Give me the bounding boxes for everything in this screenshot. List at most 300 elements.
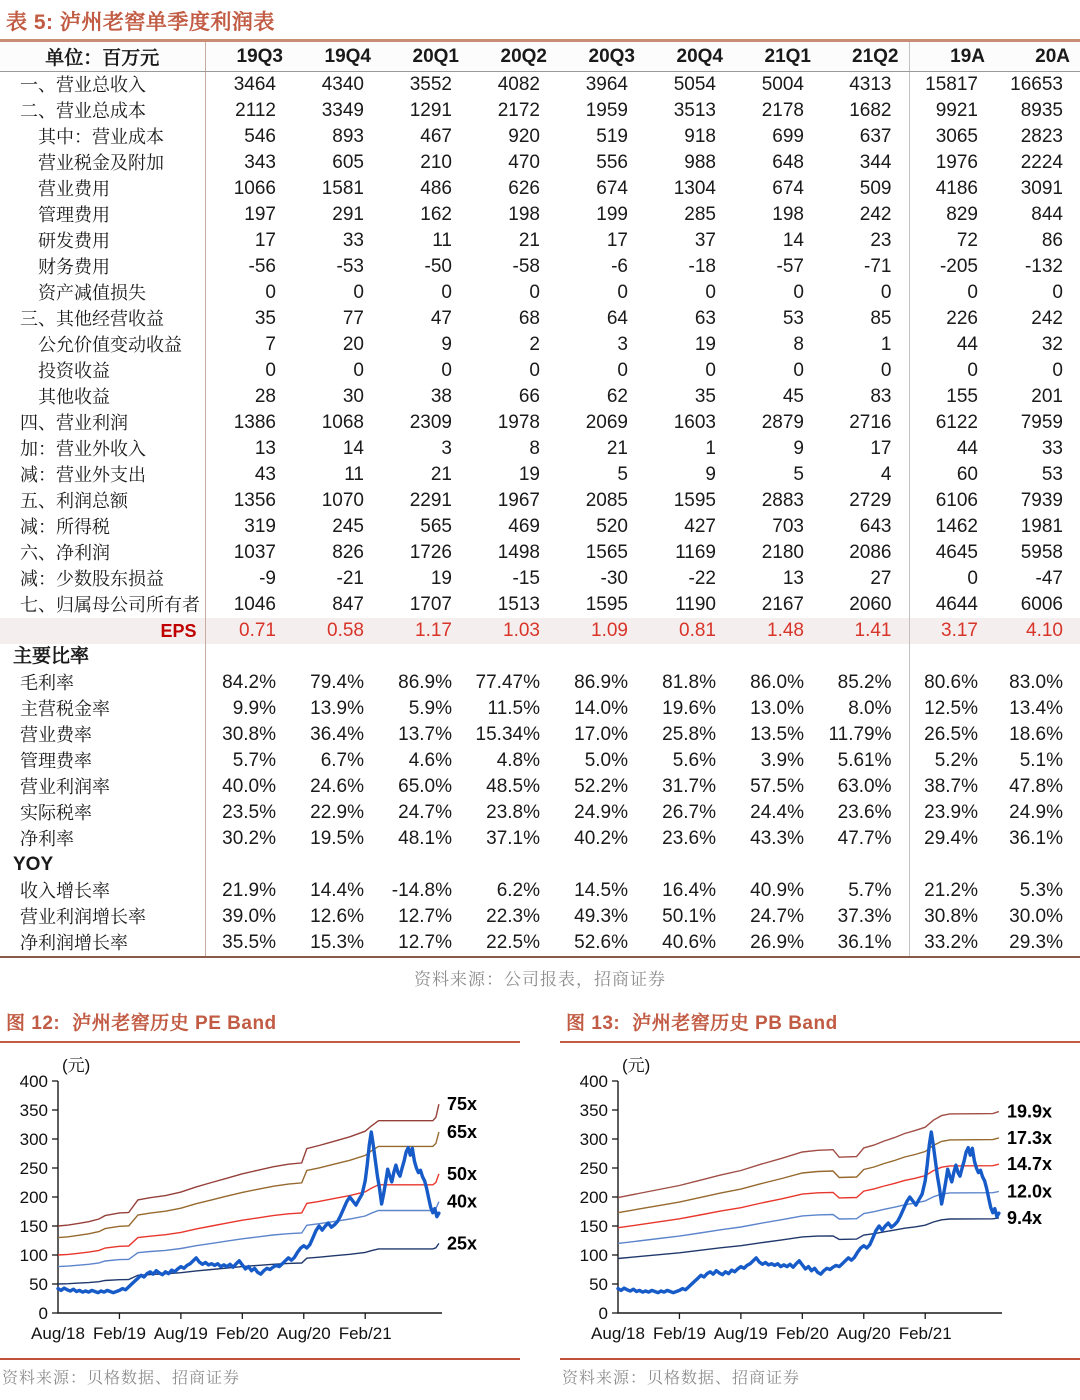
cell — [293, 852, 381, 878]
cell: 12.7% — [381, 930, 469, 957]
cell: 0 — [705, 360, 716, 381]
cell: 155 — [909, 384, 995, 410]
cell: 197 — [205, 202, 293, 228]
band-label: 25x — [447, 1233, 478, 1254]
fig-label: 图 13: — [566, 1013, 621, 1034]
band-line-19.9x — [618, 1112, 999, 1198]
cell: 6.2% — [496, 880, 540, 901]
cell: 0 — [909, 358, 995, 384]
cell: 47.7% — [837, 828, 892, 849]
cell: 19.6% — [662, 698, 716, 719]
x-tick-label: Feb/20 — [215, 1324, 269, 1343]
y-axis-unit: (元) — [62, 1056, 91, 1075]
cell: 5 — [793, 464, 804, 485]
cell: 37.3% — [837, 906, 892, 927]
cell: 52.2% — [574, 776, 628, 797]
table-row — [0, 514, 1080, 540]
cell: 5054 — [673, 74, 716, 95]
cell: 11 — [432, 230, 452, 251]
cell: 1595 — [585, 594, 628, 615]
cell: 44 — [909, 332, 995, 358]
cell — [293, 644, 381, 670]
cell: 2224 — [1020, 152, 1063, 173]
band-label: 50x — [447, 1163, 478, 1184]
cell: 43.3% — [750, 828, 804, 849]
cell: 30.0% — [1009, 906, 1063, 927]
cell: 52.6% — [557, 930, 645, 957]
cell: 14.4% — [310, 880, 364, 901]
cell: 556 — [596, 152, 628, 173]
cell: 1291 — [409, 100, 452, 121]
cell: 7 — [205, 332, 293, 358]
charts-row — [0, 1000, 1080, 1392]
y-tick-label: 200 — [19, 1188, 48, 1207]
column-header: 21Q1 — [733, 41, 821, 72]
cell: 343 — [205, 150, 293, 176]
x-tick-label: Aug/19 — [153, 1324, 208, 1343]
cell: 2879 — [761, 412, 804, 433]
row-label: 营业费率 — [20, 725, 92, 745]
pe-band-source: 资料来源：贝格数据、招商证券 — [0, 1358, 520, 1392]
cell: 826 — [332, 542, 364, 563]
cell — [909, 852, 995, 878]
cell: 35 — [205, 306, 293, 332]
cell — [469, 852, 557, 878]
cell: 198 — [772, 204, 804, 225]
row-label: 其中：营业成本 — [38, 127, 164, 147]
cell — [557, 852, 645, 878]
cell: 26.7% — [662, 802, 716, 823]
cell: 38.7% — [909, 774, 995, 800]
cell: 643 — [859, 516, 892, 537]
row-label: 营业利润率 — [20, 777, 110, 797]
table-row — [0, 254, 1080, 280]
y-tick-label: 300 — [19, 1130, 48, 1149]
cell: 48.5% — [486, 776, 540, 797]
cell: 48.1% — [398, 828, 452, 849]
cell: 85.2% — [837, 672, 892, 693]
cell: 199 — [596, 204, 628, 225]
cell: -205 — [909, 254, 995, 280]
cell: 47.8% — [1009, 776, 1063, 797]
cell: 80.6% — [909, 670, 995, 696]
cell: 22.9% — [310, 802, 364, 823]
cell: 21.9% — [205, 878, 293, 904]
row-label: 投资收益 — [38, 361, 110, 381]
cell: 31.7% — [662, 776, 716, 797]
column-header: 19Q4 — [293, 41, 381, 72]
cell: 1.17 — [381, 618, 469, 644]
band-label: 40x — [447, 1191, 478, 1212]
cell: 25.8% — [662, 724, 716, 745]
cell: 27 — [870, 568, 892, 589]
cell: 86.0% — [750, 672, 804, 693]
cell: 8 — [793, 334, 804, 355]
row-label: 其他收益 — [38, 387, 110, 407]
cell: 0 — [617, 282, 628, 303]
table-header-row — [0, 41, 1080, 72]
cell: -6 — [611, 256, 628, 277]
pb-band-panel — [560, 1004, 1080, 1392]
cell: 33 — [1041, 438, 1063, 459]
y-tick-label: 250 — [579, 1159, 608, 1178]
cell: 83.0% — [1009, 672, 1063, 693]
x-tick-label: Aug/20 — [276, 1324, 331, 1343]
fig-title-text: 泸州老窖历史 PB Band — [632, 1013, 838, 1034]
cell — [381, 644, 469, 670]
cell: -58 — [512, 256, 540, 277]
band-line-40x — [58, 1202, 439, 1267]
cell: 22.3% — [486, 906, 540, 927]
cell: 13.9% — [310, 698, 364, 719]
band-line-25x — [58, 1243, 439, 1284]
cell: 0 — [441, 282, 452, 303]
cell: 3.9% — [760, 750, 804, 771]
cell: 14 — [782, 230, 804, 251]
cell: 291 — [332, 204, 364, 225]
column-header: 20Q4 — [645, 41, 733, 72]
cell: 17 — [205, 228, 293, 254]
y-tick-label: 100 — [579, 1246, 608, 1265]
row-label: 资产减值损失 — [38, 283, 146, 303]
cell: 17 — [870, 438, 892, 459]
cell: 0 — [705, 282, 716, 303]
cell: 7939 — [1020, 490, 1063, 511]
cell: 13.7% — [398, 724, 452, 745]
table-title: 表 5: 泸州老窖单季度利润表 — [6, 11, 275, 34]
cell: 8935 — [1020, 100, 1063, 121]
column-header: 19Q3 — [205, 41, 293, 72]
cell: 77.47% — [475, 672, 540, 693]
row-label: 主要比率 — [13, 646, 90, 667]
cell: 242 — [1031, 308, 1063, 329]
table-row — [0, 410, 1080, 436]
cell: 5004 — [761, 74, 804, 95]
cell: 0 — [529, 282, 540, 303]
row-label: 公允价值变动收益 — [38, 335, 182, 355]
cell: 1981 — [1020, 516, 1063, 537]
cell: 1066 — [205, 176, 293, 202]
cell: 15817 — [909, 72, 995, 99]
cell: 0 — [909, 280, 995, 306]
cell: 3 — [441, 438, 452, 459]
x-tick-label: Feb/21 — [898, 1324, 952, 1343]
cell: 648 — [772, 152, 804, 173]
cell: 19 — [694, 334, 716, 355]
cell: 4313 — [849, 74, 892, 95]
cell: 6006 — [1020, 594, 1063, 615]
cell: 1.41 — [821, 618, 909, 644]
row-label: 营业利润增长率 — [20, 907, 146, 927]
cell: 26.5% — [909, 722, 995, 748]
cell: -15 — [512, 568, 540, 589]
cell: 546 — [205, 124, 293, 150]
cell — [733, 644, 821, 670]
x-tick-label: Aug/18 — [591, 1324, 645, 1343]
cell: 81.8% — [662, 672, 716, 693]
cell: 1304 — [673, 178, 716, 199]
y-tick-label: 150 — [19, 1217, 48, 1236]
pb-band-title — [560, 1004, 1080, 1041]
cell: 77 — [342, 308, 364, 329]
cell: 5.9% — [408, 698, 452, 719]
x-tick-label: Feb/19 — [652, 1324, 706, 1343]
cell: 0.71 — [205, 618, 293, 644]
band-label: 19.9x — [1007, 1101, 1053, 1122]
cell: 0 — [793, 282, 804, 303]
cell: 319 — [205, 514, 293, 540]
cell: 11.5% — [487, 698, 540, 719]
cell: 63.0% — [837, 776, 892, 797]
cell: 21 — [606, 438, 628, 459]
cell: 0 — [1052, 282, 1063, 303]
cell: 519 — [596, 126, 628, 147]
cell: 17.0% — [574, 724, 628, 745]
cell — [645, 852, 733, 878]
cell: 40.0% — [205, 774, 293, 800]
table-row — [0, 748, 1080, 774]
cell: 1682 — [849, 100, 892, 121]
cell: -50 — [424, 256, 452, 277]
y-axis-unit: (元) — [622, 1056, 651, 1075]
cell: 470 — [508, 152, 540, 173]
cell: 36.1% — [821, 930, 909, 957]
table-row — [0, 540, 1080, 566]
cell: -21 — [336, 568, 364, 589]
pe-band-panel — [0, 1004, 520, 1392]
cell: 6.7% — [320, 750, 364, 771]
band-label: 65x — [447, 1122, 478, 1143]
cell: 1513 — [497, 594, 540, 615]
cell: 32 — [1041, 334, 1063, 355]
cell: 14.5% — [574, 880, 628, 901]
cell: 469 — [508, 516, 540, 537]
pb-band-svg — [560, 1051, 1080, 1351]
cell: 7959 — [1020, 412, 1063, 433]
cell: 13 — [205, 436, 293, 462]
cell: 23.6% — [662, 828, 716, 849]
cell: 24.4% — [750, 802, 804, 823]
cell: 4645 — [909, 540, 995, 566]
cell: 9 — [793, 438, 804, 459]
cell: -71 — [864, 256, 892, 277]
cell: 1169 — [675, 542, 716, 563]
cell: 44 — [909, 436, 995, 462]
cell: 0 — [353, 360, 364, 381]
cell — [205, 852, 293, 878]
table-row — [0, 644, 1080, 670]
table-source: 资料来源：公司报表，招商证券 — [414, 970, 666, 989]
row-label: 减：所得税 — [20, 517, 110, 537]
cell: 0 — [880, 360, 892, 381]
unit-header: 单位：百万元 — [0, 41, 205, 72]
cell: 66 — [518, 386, 540, 407]
cell: 2167 — [761, 594, 804, 615]
cell: -22 — [688, 568, 716, 589]
cell: 21 — [430, 464, 452, 485]
cell: 57.5% — [750, 776, 804, 797]
cell: 5.2% — [909, 748, 995, 774]
cell: 5.0% — [584, 750, 628, 771]
band-label: 75x — [447, 1094, 478, 1115]
cell: -53 — [336, 256, 364, 277]
row-label: 减：营业外支出 — [20, 465, 146, 485]
table-row — [0, 72, 1080, 99]
cell: 33 — [342, 230, 364, 251]
cell: 11 — [344, 464, 364, 485]
cell: 3091 — [1020, 178, 1063, 199]
cell: 1.48 — [733, 618, 821, 644]
pe-band-chart — [0, 1043, 520, 1356]
table-row — [0, 280, 1080, 306]
cell: 16.4% — [662, 880, 716, 901]
cell: 847 — [332, 594, 364, 615]
cell — [995, 644, 1080, 670]
cell: 1978 — [497, 412, 540, 433]
cell: 23.5% — [205, 800, 293, 826]
cell: 920 — [508, 126, 540, 147]
cell: 20 — [342, 334, 364, 355]
cell: 37 — [694, 230, 716, 251]
row-label: 减：少数股东损益 — [20, 569, 164, 589]
quarterly-profit-table — [0, 39, 1080, 958]
cell: 40.9% — [750, 880, 804, 901]
cell: 918 — [684, 126, 716, 147]
cell: 9921 — [909, 98, 995, 124]
cell: 2060 — [849, 594, 892, 615]
cell: -18 — [688, 256, 716, 277]
table-row — [0, 332, 1080, 358]
cell: 5.7% — [205, 748, 293, 774]
cell: 86.9% — [574, 672, 628, 693]
cell: 1070 — [321, 490, 364, 511]
row-label: 管理费率 — [20, 751, 92, 771]
cell: 14.0% — [574, 698, 628, 719]
y-tick-label: 350 — [579, 1101, 608, 1120]
cell: 2291 — [409, 490, 452, 511]
x-tick-label: Aug/19 — [713, 1324, 768, 1343]
cell: 24.6% — [310, 776, 364, 797]
cell: 1046 — [205, 592, 293, 618]
column-header: 20Q1 — [381, 41, 469, 72]
band-label: 14.7x — [1007, 1154, 1053, 1175]
cell: 35 — [694, 386, 716, 407]
cell: 674 — [772, 178, 804, 199]
cell: 12.7% — [398, 906, 452, 927]
cell: 5.7% — [848, 880, 892, 901]
cell: 2716 — [849, 412, 892, 433]
cell: 162 — [420, 204, 452, 225]
row-label: 净利润增长率 — [0, 930, 205, 957]
x-tick-label: Aug/20 — [836, 1324, 891, 1343]
cell: 15.3% — [293, 930, 381, 957]
cell: 36.4% — [310, 724, 364, 745]
table-body — [0, 72, 1080, 958]
cell: 3065 — [909, 124, 995, 150]
cell — [381, 852, 469, 878]
cell: 844 — [1031, 204, 1063, 225]
cell: 210 — [420, 152, 452, 173]
cell: 344 — [859, 152, 892, 173]
cell: 19.5% — [310, 828, 364, 849]
cell: 637 — [859, 126, 892, 147]
cell: 242 — [859, 204, 892, 225]
cell: 703 — [772, 516, 804, 537]
cell: 226 — [909, 306, 995, 332]
x-tick-label: Aug/18 — [31, 1324, 85, 1343]
cell: 9 — [441, 334, 452, 355]
cell — [909, 644, 995, 670]
pe-band-title — [0, 1004, 520, 1041]
price-line — [58, 1132, 439, 1293]
column-header: 20Q2 — [469, 41, 557, 72]
cell: 626 — [508, 178, 540, 199]
cell: 3464 — [205, 72, 293, 99]
cell: 24.9% — [1009, 802, 1063, 823]
cell: 6122 — [909, 410, 995, 436]
cell: 0 — [441, 360, 452, 381]
cell: 37.1% — [486, 828, 540, 849]
cell: 1386 — [205, 410, 293, 436]
column-header: 20A — [995, 41, 1080, 72]
row-label: 财务费用 — [38, 257, 110, 277]
cell: 1565 — [585, 542, 628, 563]
y-tick-label: 250 — [19, 1159, 48, 1178]
cell: 0 — [353, 282, 364, 303]
cell: 23 — [870, 230, 892, 251]
cell: 829 — [909, 202, 995, 228]
cell: 3513 — [673, 100, 716, 121]
cell: 1976 — [909, 150, 995, 176]
cell: 245 — [332, 516, 364, 537]
cell — [821, 644, 909, 670]
cell: 24.9% — [574, 802, 628, 823]
cell: 24.7% — [398, 802, 452, 823]
cell: 50.1% — [662, 906, 716, 927]
y-tick-label: 300 — [579, 1130, 608, 1149]
cell: 198 — [508, 204, 540, 225]
row-label: 主营税金率 — [20, 699, 110, 719]
row-label: 七、归属母公司所有者 — [20, 595, 200, 615]
cell: 893 — [332, 126, 364, 147]
cell — [733, 852, 821, 878]
cell: 9 — [705, 464, 716, 485]
row-label: 实际税率 — [20, 803, 92, 823]
cell: 53 — [782, 308, 804, 329]
cell: 21.2% — [909, 878, 995, 904]
table-row — [0, 670, 1080, 696]
cell — [645, 644, 733, 670]
cell: 3.17 — [909, 618, 995, 644]
table-row — [0, 852, 1080, 878]
table-row — [0, 176, 1080, 202]
cell: 3 — [617, 334, 628, 355]
cell: 2069 — [585, 412, 628, 433]
cell: 2729 — [849, 490, 892, 511]
table-row — [0, 384, 1080, 410]
cell: 2180 — [761, 542, 804, 563]
y-tick-label: 50 — [29, 1275, 48, 1294]
band-label: 9.4x — [1007, 1207, 1043, 1228]
x-tick-label: Feb/20 — [775, 1324, 829, 1343]
x-tick-label: Feb/21 — [338, 1324, 392, 1343]
y-tick-label: 150 — [579, 1217, 608, 1236]
table-row — [0, 436, 1080, 462]
cell: 22.5% — [469, 930, 557, 957]
cell: 2823 — [1020, 126, 1063, 147]
cell: 988 — [684, 152, 716, 173]
table-row — [0, 488, 1080, 514]
